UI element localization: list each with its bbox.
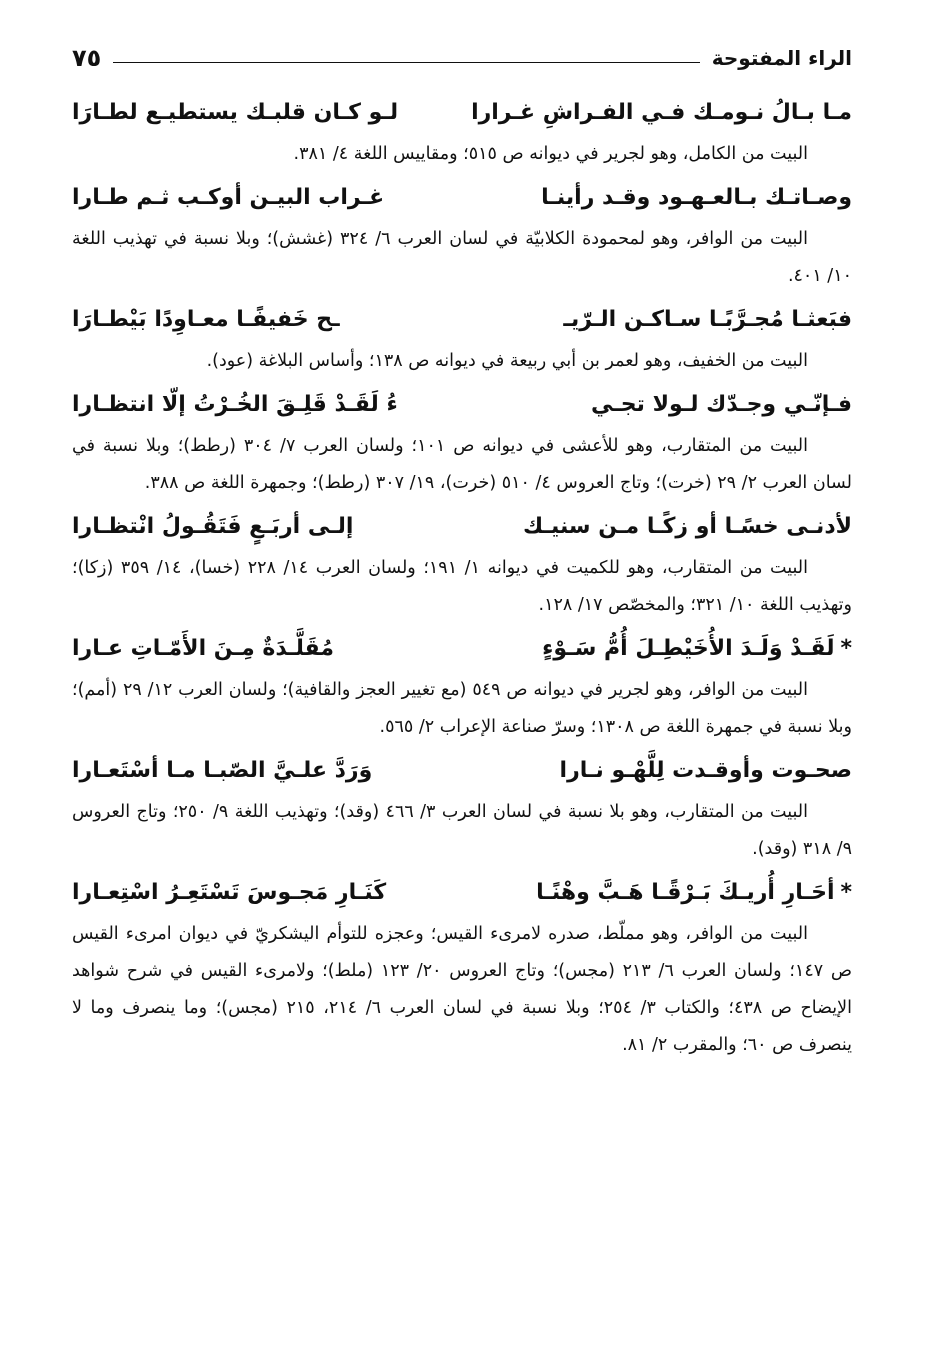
verse-entry — [72, 748, 852, 868]
first-hemistich-text: مـا بـالُ نـومـك فـي الفـراشِ غـرارا — [471, 100, 852, 125]
first-hemistich — [536, 870, 852, 916]
asterisk-icon: * — [840, 636, 852, 661]
source-note: البيت من الوافر، وهو مملّط، صدره لامرىء القيس؛ وعجزه للتوأم اليشكريّ في ديوان امرىء القيس ص ١٤٧؛ ولسان العرب ٦/ ٢١٣ (مجس)؛ وتاج العروس ٢٠/ ١٢٣ (ملط)؛ ولامرىء القيس في شرح شواهد الإيضاح ص ٤٣٨؛ والكتاب ٣/ ٢٥٤؛ وبلا نسبة في لسان العرب ٦/ ٢١٤، ٢١٥ (مجس)؛ وما ينصرف وما لا ينصرف ص ٦٠؛ والمقرب ٢/ ٨١. — [72, 924, 852, 1055]
verse-line — [72, 870, 852, 916]
verse-entry — [72, 504, 852, 624]
second-hemistich: إلـى أربَـعٍ فَتَقُـولُ انْتظـارا — [72, 514, 354, 539]
source-note: البيت من الوافر، وهو لجرير في ديوانه ص ٥٤٩ (مع تغيير العجز والقافية)؛ ولسان العرب ١٢/ ٢٩ (أمم)؛ وبلا نسبة في جمهرة اللغة ص ١٣٠٨؛ وسرّ صناعة الإعراب ٢/ ٥٦٥. — [72, 680, 852, 737]
verse-line — [72, 297, 852, 343]
source-note: البيت من الخفيف، وهو لعمر بن أبي ربيعة في ديوانه ص ١٣٨؛ وأساس البلاغة (عود). — [206, 351, 808, 371]
book-page — [72, 38, 852, 1066]
verse-line — [72, 382, 852, 428]
source-note: البيت من المتقارب، وهو للأعشى في ديوانه ص ١٠١؛ ولسان العرب ٧/ ٣٠٤ (رطط)؛ وبلا نسبة في لسان العرب ٢/ ٢٩ (خرت)؛ وتاج العروس ٤/ ٥١٠ (خرت)، ١٩/ ٣٠٧ (رطط)؛ وجمهرة اللغة ص ٣٨٨. — [72, 436, 852, 493]
source-note: البيت من المتقارب، وهو بلا نسبة في لسان العرب ٣/ ٤٦٦ (وقد)؛ وتهذيب اللغة ٩/ ٢٥٠؛ وتاج العروس ٩/ ٣١٨ (وقد). — [72, 802, 852, 859]
page-number: ٧٥ — [72, 44, 102, 72]
verse-entry — [72, 175, 852, 295]
source-note: البيت من المتقارب، وهو للكميت في ديوانه ١/ ١٩١؛ ولسان العرب ١٤/ ٢٢٨ (خسا)، ١٤/ ٣٥٩ (زكا)؛ وتهذيب اللغة ١٠/ ٣٢١؛ والمخصّص ١٧/ ١٢٨. — [72, 558, 852, 615]
verse-line — [72, 90, 852, 136]
source-note: البيت من الكامل، وهو لجرير في ديوانه ص ٥١٥؛ ومقاييس اللغة ٤/ ٣٨١. — [293, 144, 808, 164]
second-hemistich: ـح خَفيفًـا معـاوِدًا بَيْطـارَا — [72, 307, 340, 332]
first-hemistich-text: لَقَـدْ وَلَـدَ الأُخَيْطِـلَ أُمُّ سَـوْءٍ — [542, 636, 835, 661]
first-hemistich — [471, 90, 852, 136]
first-hemistich — [560, 748, 852, 794]
first-hemistich-text: لأدنـى خسًـا أو زكًـا مـن سنيـك — [522, 514, 852, 539]
entries-list — [72, 90, 852, 1064]
verse-entry — [72, 626, 852, 746]
first-hemistich-text: فبَعثـا مُجـرَّبًـا سـاكـن الـرّيـ — [563, 307, 852, 332]
first-hemistich-text: صحـوت وأوقـدت لِلَّهْـو نـارا — [559, 758, 852, 783]
header-rule — [113, 62, 699, 63]
first-hemistich — [563, 297, 852, 343]
first-hemistich — [523, 504, 852, 550]
verse-line — [72, 175, 852, 221]
first-hemistich — [591, 382, 852, 428]
first-hemistich — [542, 626, 852, 672]
verse-entry — [72, 297, 852, 380]
first-hemistich — [541, 175, 852, 221]
source-note: البيت من الوافر، وهو لمحمودة الكلابيّة في لسان العرب ٦/ ٣٢٤ (غشش)؛ وبلا نسبة في تهذيب اللغة ١٠/ ٤٠١. — [72, 229, 852, 286]
second-hemistich: كَنَـارِ مَجـوسَ تَسْتَعِـرُ اسْتِعـارا — [72, 880, 387, 905]
second-hemistich: لـو كـان قلبـك يستطيـع لطـارَا — [72, 100, 399, 125]
second-hemistich: مُقَلَّـدَةٌ مِـنَ الأَمّـاتِ عـارا — [72, 636, 335, 661]
verse-entry — [72, 870, 852, 1064]
verse-line — [72, 626, 852, 672]
verse-entry — [72, 382, 852, 502]
chapter-title: الراء المفتوحة — [711, 46, 852, 70]
asterisk-icon: * — [840, 880, 852, 905]
running-header — [72, 38, 852, 78]
first-hemistich-text: فـإنّـي وجـدّك لـولا تجـي — [591, 392, 852, 417]
first-hemistich-text: وصـاتـك بـالعـهـود وقـد رأينـا — [541, 185, 852, 210]
verse-entry — [72, 90, 852, 173]
second-hemistich: وَرَدَّ علـيَّ الصّبـا مـا أسْتَعـارا — [72, 758, 373, 783]
first-hemistich-text: أحَـارِ أُريـكَ بَـرْقًـا هَـبَّ وهْنًـا — [536, 880, 835, 905]
verse-line — [72, 748, 852, 794]
second-hemistich: غـراب البيـن أوكـب ثـم طـارا — [72, 185, 385, 210]
second-hemistich: ءُ لَقَـدْ قَلِـقَ الخُـرْتُ إلّا انتظـارا — [72, 392, 398, 417]
verse-line — [72, 504, 852, 550]
